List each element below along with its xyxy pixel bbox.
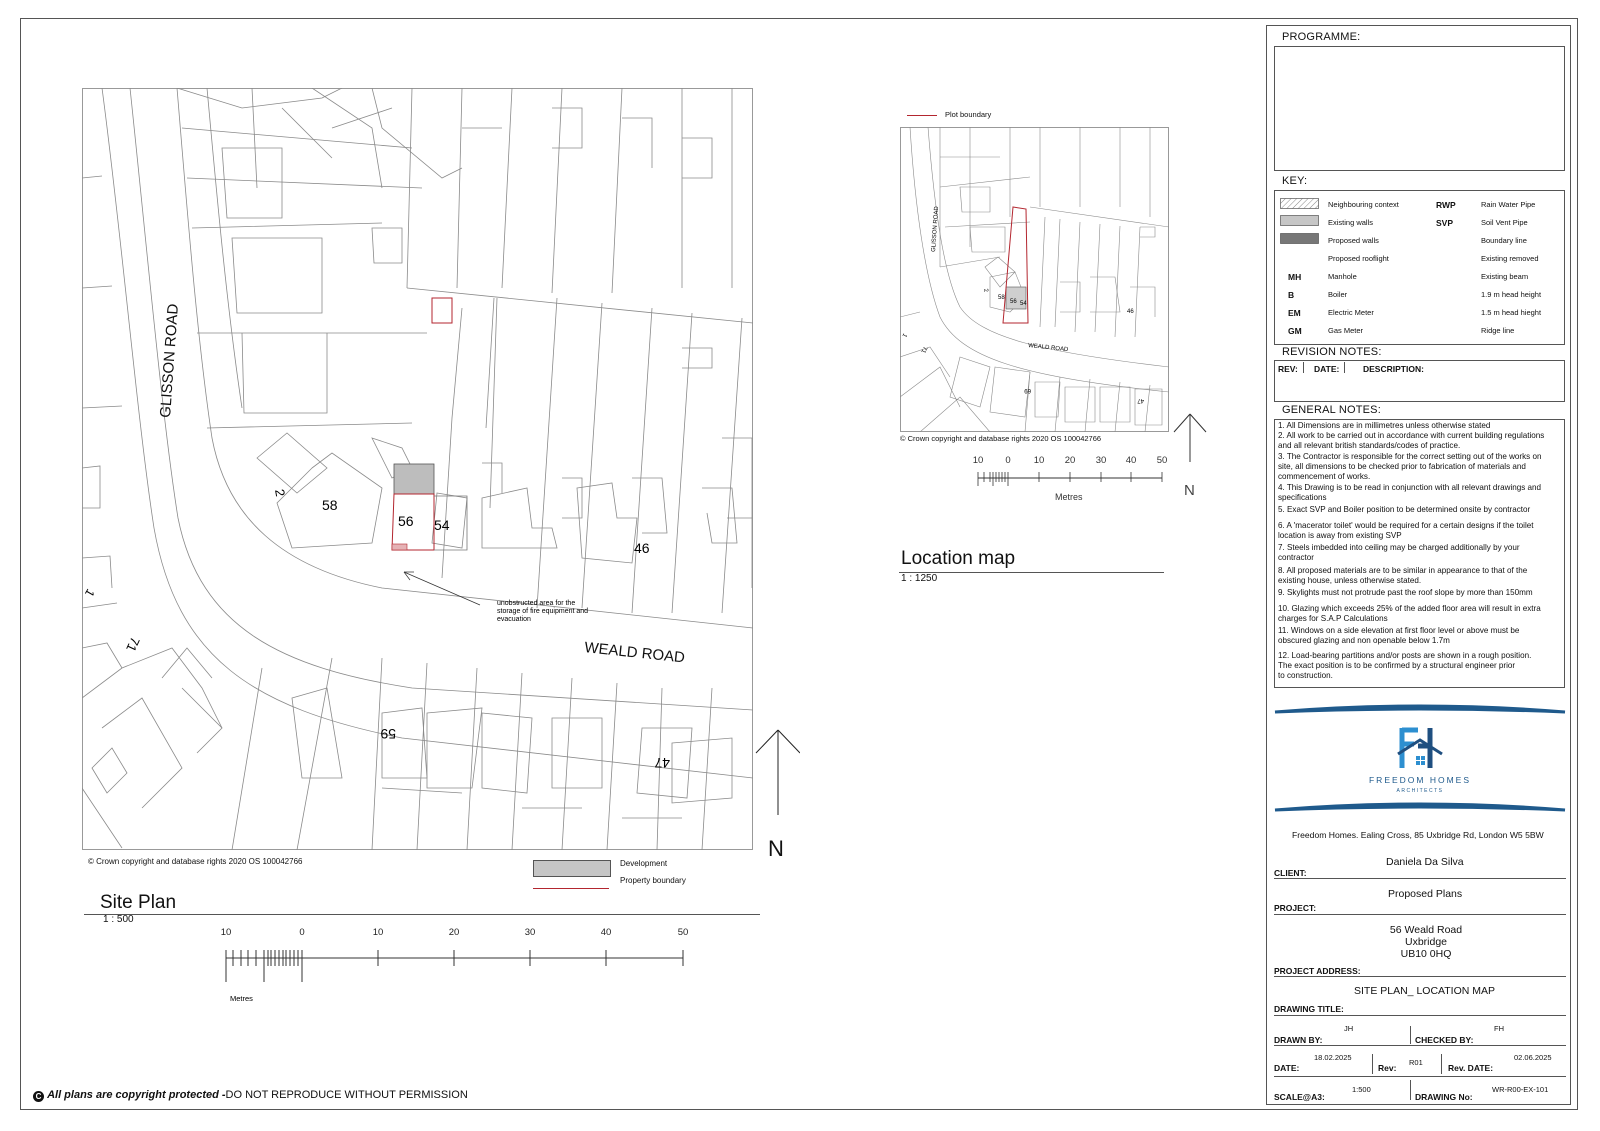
project-address-label: PROJECT ADDRESS: (1274, 966, 1361, 976)
development-swatch (533, 860, 611, 877)
key-item-label: Neighbouring context (1328, 200, 1399, 209)
scale-value: 1:500 (1352, 1085, 1371, 1094)
road-label-weald: WEALD ROAD (583, 639, 686, 667)
drawing-title-value: SITE PLAN_ LOCATION MAP (1354, 985, 1496, 997)
note-line: 7. Steels imbedded into ceiling may be charged additionally by your (1278, 543, 1520, 552)
checked-by-label: CHECKED BY: (1415, 1035, 1474, 1045)
house-number: 54 (434, 517, 450, 533)
rev-col: REV: (1278, 364, 1298, 374)
note-line: to construction. (1278, 671, 1333, 680)
revision-notes-label: REVISION NOTES: (1282, 346, 1382, 358)
key-swatches (1280, 198, 1322, 248)
road-label-glisson: GLISSON ROAD (931, 206, 941, 253)
note-line: contractor (1278, 553, 1314, 562)
house-number: 46 (1127, 309, 1134, 315)
programme-box (1274, 46, 1565, 171)
scale-tick: 10 (972, 455, 984, 466)
scale-tick: 30 (1095, 455, 1107, 466)
rev-date-label: Rev. DATE: (1448, 1063, 1494, 1073)
site-plan-scale: 1 : 500 (103, 914, 134, 925)
date-value: 18.02.2025 (1314, 1053, 1352, 1062)
house-number: 59 (380, 726, 396, 742)
house-number: 54 (1020, 301, 1027, 307)
note-line: commencement of works. (1278, 472, 1371, 481)
project-value: Proposed Plans (1388, 888, 1463, 900)
scale-tick: 0 (299, 927, 305, 938)
scale-unit: Metres (1055, 492, 1083, 502)
client-value: Daniela Da Silva (1386, 856, 1464, 868)
note-line: 1. All Dimensions are in millimetres unless otherwise stated (1278, 421, 1491, 430)
scale-tick: 20 (1064, 455, 1076, 466)
road-label-weald: WEALD ROAD (1027, 343, 1069, 354)
key-item-code: EM (1288, 308, 1301, 318)
address-line: Uxbridge (1404, 936, 1448, 948)
key-item-label: Electric Meter (1328, 308, 1374, 317)
scale-tick: 0 (1005, 455, 1011, 466)
house-number: 56 (398, 513, 414, 529)
scale-label: SCALE@A3: (1274, 1092, 1325, 1102)
house-logo-icon (1398, 728, 1442, 768)
note-line: 10. Glazing which exceeds 25% of the added floor area will result in extra (1278, 604, 1541, 613)
general-notes-label: GENERAL NOTES: (1282, 404, 1381, 416)
company-logo (1272, 704, 1568, 816)
house-number: 47 (654, 755, 670, 771)
scale-tick: 10 (220, 927, 232, 938)
checked-by-value: FH (1494, 1024, 1504, 1033)
drawing-title-label: DRAWING TITLE: (1274, 1004, 1344, 1014)
note-line: The exact position is to be confirmed by a structural engineer prior (1278, 661, 1516, 670)
copyright-icon: C (33, 1091, 44, 1102)
house-number: 71 (123, 634, 143, 655)
annotation-line: storage of fire equipment and (497, 608, 589, 615)
note-line: 11. Windows on a side elevation at first floor level or above must be (1278, 626, 1520, 635)
location-map-scale: 1 : 1250 (901, 573, 938, 584)
property-boundary-swatch (533, 888, 609, 889)
key-label: KEY: (1282, 175, 1308, 187)
drawing-no-label: DRAWING No: (1415, 1092, 1473, 1102)
note-line: site, all dimensions to be checked prior to fabrication of materials and (1278, 462, 1526, 471)
key-item-label: Manhole (1328, 272, 1357, 281)
location-copyright: © Crown copyright and database rights 2020 OS 100042766 (900, 434, 1102, 443)
house-number: 58 (998, 295, 1005, 301)
north-arrow (1172, 412, 1208, 492)
location-scale-bar (970, 452, 1170, 504)
plot-boundary-label: Plot boundary (945, 110, 992, 119)
rev-value: R01 (1409, 1058, 1423, 1067)
key-item-label: 1.9 m head height (1481, 290, 1542, 299)
title-underline (84, 914, 760, 915)
house-number: 69 (1024, 387, 1031, 393)
address-line: 56 Weald Road (1389, 924, 1463, 936)
key-item-code: GM (1288, 326, 1302, 336)
scale-tick: 10 (372, 927, 384, 938)
key-item-code: B (1288, 290, 1295, 300)
house-number: 56 (1010, 299, 1017, 305)
key-item-label: Proposed walls (1328, 236, 1379, 245)
house-number: 2 (982, 288, 989, 293)
key-item-label: Rain Water Pipe (1481, 200, 1536, 209)
scale-tick: 30 (524, 927, 536, 938)
scale-tick: 40 (600, 927, 612, 938)
logo-name: FREEDOM HOMES (1368, 775, 1472, 785)
key-item-label: Soil Vent Pipe (1481, 218, 1528, 227)
house-number: 71 (919, 345, 928, 354)
note-line: location is away from existing SVP (1278, 531, 1402, 540)
copyright-rest: DO NOT REPRODUCE WITHOUT PERMISSION (225, 1089, 468, 1101)
note-line: 12. Load-bearing partitions and/or posts are shown in a rough position. (1278, 651, 1532, 660)
key-item-label: 1.5 m head hieght (1481, 308, 1542, 317)
programme-label: PROGRAMME: (1282, 31, 1361, 43)
note-line: 2. All work to be carried out in accordance with current building regulations (1278, 431, 1545, 440)
scale-tick: 50 (677, 927, 688, 938)
title-underline (899, 572, 1164, 573)
road-label-glisson: GLISSON ROAD (157, 303, 182, 419)
site-scale-bar (218, 922, 688, 1002)
key-item-label: Existing beam (1481, 272, 1529, 281)
rev-label: Rev: (1378, 1063, 1397, 1073)
note-line: existing house, unless otherwise stated. (1278, 576, 1422, 585)
note-line: specifications (1278, 493, 1327, 502)
house-number: 2 (272, 487, 289, 498)
key-item-code: MH (1288, 272, 1302, 282)
scale-tick: 20 (448, 927, 460, 938)
note-line: 4. This Drawing is to be read in conjunction with all relevant drawings and (1278, 483, 1542, 492)
house-number: 47 (1137, 397, 1144, 403)
location-map-title: Location map (901, 548, 1016, 569)
house-number: 1 (900, 332, 908, 338)
note-line: 9. Skylights must not protrude past the roof slope by more than 150mm (1278, 588, 1533, 597)
date-label: DATE: (1274, 1063, 1300, 1073)
site-plan-copyright: © Crown copyright and database rights 2020 OS 100042766 (88, 857, 303, 866)
site-plan-map (82, 88, 753, 850)
drawing-no-value: WR-R00-EX-101 (1492, 1085, 1549, 1094)
key-item-label: Existing removed (1481, 254, 1539, 263)
drawn-by-value: JH (1344, 1024, 1354, 1033)
copyright-bold: All plans are copyright protected - (47, 1089, 226, 1101)
north-label: N (768, 836, 784, 861)
key-item-label: Gas Meter (1328, 326, 1364, 335)
project-label: PROJECT: (1274, 903, 1317, 913)
scale-tick: 10 (1033, 455, 1045, 466)
location-map (900, 127, 1169, 432)
drawn-by-label: DRAWN BY: (1274, 1035, 1323, 1045)
address-line: UB10 0HQ (1400, 948, 1452, 960)
legend-property-boundary: Property boundary (620, 876, 686, 885)
key-item-label: Existing walls (1328, 218, 1374, 227)
key-item-label: Boundary line (1481, 236, 1527, 245)
legend-development: Development (620, 859, 668, 868)
description-col: DESCRIPTION: (1363, 364, 1424, 374)
scale-tick: 50 (1156, 455, 1168, 466)
client-label: CLIENT: (1274, 868, 1307, 878)
key-item-code: RWP (1436, 200, 1456, 210)
house-number: 46 (634, 540, 650, 556)
rev-date-value: 02.06.2025 (1514, 1053, 1552, 1062)
annotation-line: unobstructed area for the (497, 600, 576, 607)
key-item-label: Proposed rooflight (1328, 254, 1389, 263)
site-plan-title: Site Plan (100, 892, 177, 913)
company-address: Freedom Homes. Ealing Cross, 85 Uxbridge Rd, London W5 5BW (1292, 830, 1544, 840)
note-line: 8. All proposed materials are to be similar in appearance to that of the (1278, 566, 1528, 575)
north-label: N (1184, 482, 1195, 499)
date-col: DATE: (1314, 364, 1340, 374)
key-item-code: SVP (1436, 218, 1454, 228)
house-number: 1 (82, 586, 98, 600)
note-line: 6. A 'macerator toilet' would be required for a certain designs if the toilet (1278, 521, 1534, 530)
note-line: charges for S.A.P Calculations (1278, 614, 1388, 623)
logo-sub: ARCHITECTS (1396, 788, 1444, 794)
note-line: 3. The Contractor is responsible for the correct setting out of the works on (1278, 452, 1542, 461)
house-number: 58 (322, 497, 338, 513)
note-line: 5. Exact SVP and Boiler position to be determined onsite by contractor (1278, 505, 1531, 514)
note-line: obscured glazing and non openable below 1.7m (1278, 636, 1450, 645)
key-item-label: Boiler (1328, 290, 1348, 299)
key-item-label: Ridge line (1481, 326, 1515, 335)
plot-boundary-swatch (907, 115, 937, 116)
copyright-notice (33, 1089, 468, 1102)
scale-unit: Metres (230, 994, 253, 1002)
scale-tick: 40 (1125, 455, 1137, 466)
annotation-line: evacuation (497, 616, 531, 623)
note-line: and all relevant british standards/codes of practice. (1278, 441, 1461, 450)
